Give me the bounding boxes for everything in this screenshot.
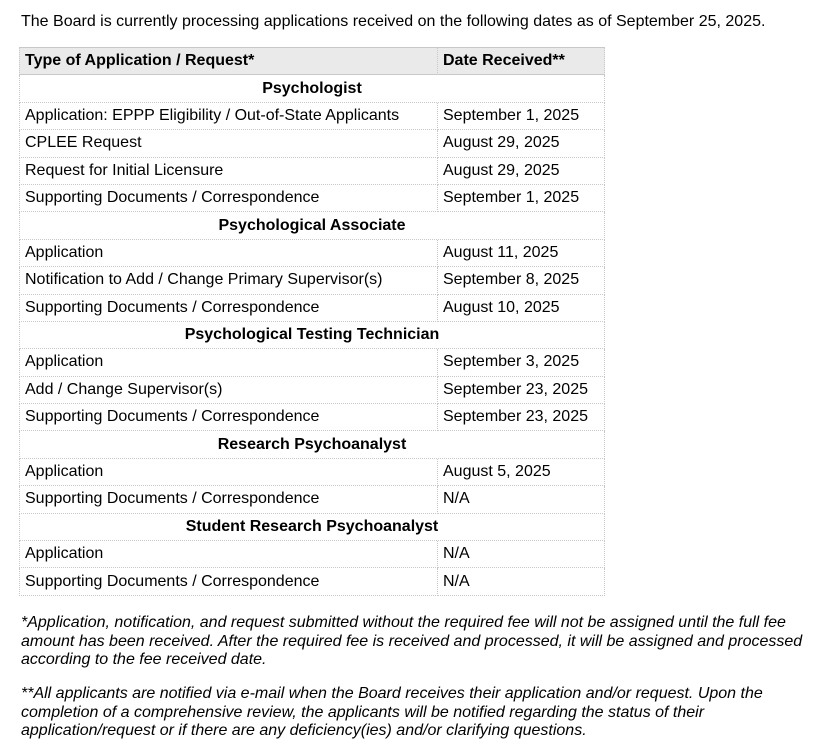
section-title-text: Psychologist [262, 79, 362, 97]
table-row [19, 295, 605, 322]
section-row [19, 514, 605, 541]
table-row [19, 404, 605, 431]
table-row [19, 103, 605, 130]
application-type-cell: Supporting Documents / Correspondence [19, 568, 438, 595]
application-dates-table [19, 47, 605, 596]
footnote-notification: **All applicants are notified via e-mail when the Board receives their application and/or request. Upon the completion of a comprehensive review, the applicants will be notified regarding the status of their application/request or if there are any deficiency(ies) and/or clarifying questions. [21, 685, 763, 739]
table-row [19, 568, 605, 595]
application-type-cell: Application [19, 541, 438, 568]
section-row [19, 431, 605, 458]
table-row [19, 486, 605, 513]
table-row [19, 130, 605, 157]
section-row [19, 212, 605, 239]
section-row [19, 75, 605, 102]
header-type: Type of Application / Request* [19, 47, 438, 75]
section-title-text: Student Research Psychoanalyst [185, 517, 439, 535]
table-row [19, 541, 605, 568]
table-row [19, 240, 605, 267]
application-type-cell: Notification to Add / Change Primary Supervisor(s) [19, 267, 438, 294]
table-row [19, 267, 605, 294]
date-received-cell: September 8, 2025 [438, 267, 605, 294]
header-date-received: Date Received** [438, 47, 605, 75]
date-received-cell: August 5, 2025 [438, 459, 605, 486]
table-row [19, 459, 605, 486]
section-title-text: Research Psychoanalyst [217, 435, 407, 453]
table-row [19, 349, 605, 376]
table-row [19, 158, 605, 185]
application-type-cell: Application: EPPP Eligibility / Out-of-State Applicants [19, 103, 438, 130]
date-received-cell: September 1, 2025 [438, 103, 605, 130]
date-received-cell: N/A [438, 541, 605, 568]
date-received-cell: August 29, 2025 [438, 158, 605, 185]
section-title [19, 75, 605, 102]
date-received-cell: N/A [438, 486, 605, 513]
intro-text: The Board is currently processing applications received on the following dates as of September 25, 2025. [21, 13, 766, 30]
table-row [19, 377, 605, 404]
application-type-cell: Supporting Documents / Correspondence [19, 486, 438, 513]
date-received-cell: August 29, 2025 [438, 130, 605, 157]
date-received-cell: N/A [438, 568, 605, 595]
date-received-cell: September 23, 2025 [438, 377, 605, 404]
application-type-cell: Add / Change Supervisor(s) [19, 377, 438, 404]
application-type-cell: Application [19, 349, 438, 376]
section-row [19, 322, 605, 349]
date-received-cell: September 23, 2025 [438, 404, 605, 431]
application-type-cell: Supporting Documents / Correspondence [19, 185, 438, 212]
date-received-cell: September 1, 2025 [438, 185, 605, 212]
application-type-cell: Supporting Documents / Correspondence [19, 295, 438, 322]
application-type-cell: CPLEE Request [19, 130, 438, 157]
section-title [19, 212, 605, 239]
application-type-cell: Application [19, 459, 438, 486]
application-type-cell: Request for Initial Licensure [19, 158, 438, 185]
footnote-fee: *Application, notification, and request submitted without the required fee will not be assigned until the full fee amount has been received. After the required fee is received and processed, it will be assigned and processed according to the fee received date. [21, 614, 803, 668]
table-header-row [19, 47, 605, 75]
section-title [19, 431, 605, 458]
application-type-cell: Application [19, 240, 438, 267]
table-body [19, 75, 605, 595]
section-title [19, 514, 605, 541]
date-received-cell: August 10, 2025 [438, 295, 605, 322]
section-title-text: Psychological Testing Technician [184, 326, 440, 344]
section-title-text: Psychological Associate [218, 216, 406, 234]
section-title [19, 322, 605, 349]
date-received-cell: September 3, 2025 [438, 349, 605, 376]
date-received-cell: August 11, 2025 [438, 240, 605, 267]
application-type-cell: Supporting Documents / Correspondence [19, 404, 438, 431]
table-row [19, 185, 605, 212]
